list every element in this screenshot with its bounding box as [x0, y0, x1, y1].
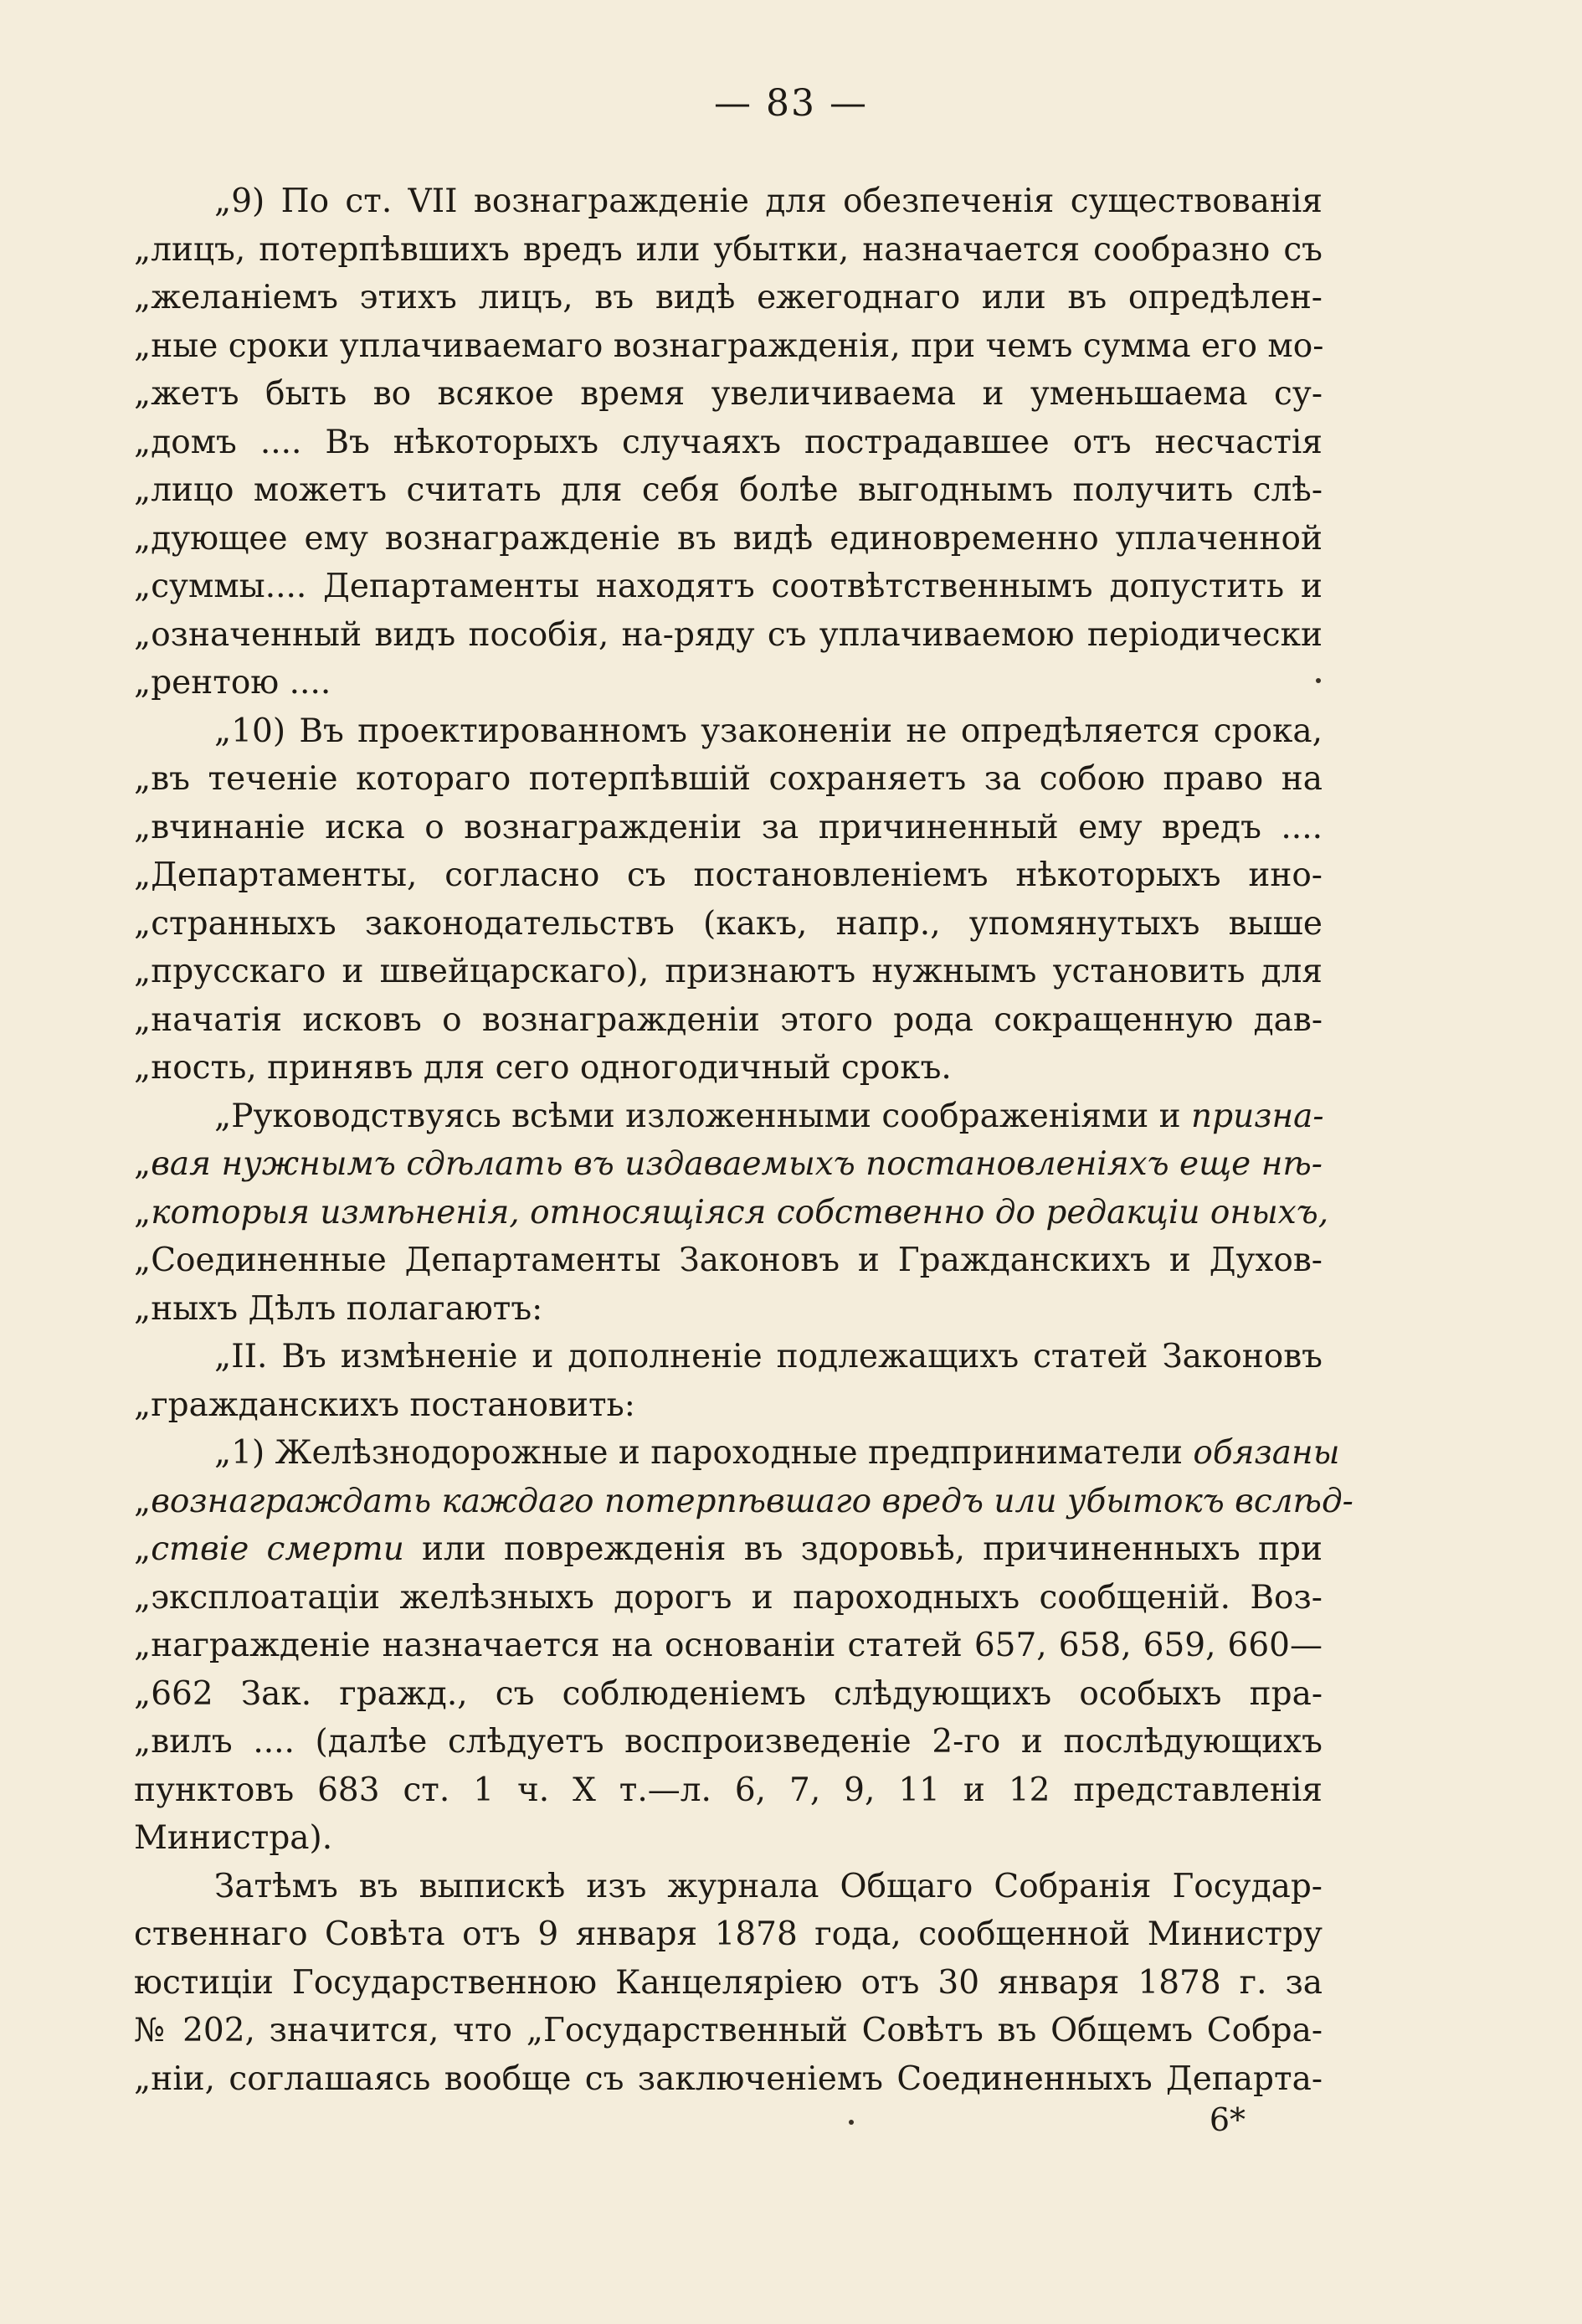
text-segment: юстиціи Государственною Канцеляріею отъ 30 января 1878 г. за [134, 1963, 1323, 2002]
text-line [134, 1525, 1323, 1574]
text-segment: „эксплоатаціи желѣзныхъ дорогъ и пароходныхъ сообщеній. Воз- [134, 1578, 1323, 1617]
text-line [134, 1814, 1323, 1863]
text-line [134, 419, 1323, 467]
text-line [134, 1910, 1323, 1959]
text-line [134, 755, 1323, 804]
text-segment: Затѣмъ въ выпискѣ изъ журнала Общаго Собранія Государ- [214, 1867, 1323, 1905]
text-segment: „вилъ .... (далѣе слѣдуетъ воспроизведеніе 2-го и послѣдующихъ [134, 1723, 1323, 1761]
text-line [134, 1478, 1353, 1526]
text-line [134, 1140, 1323, 1189]
italic-text-segment: вознаграждать каждаго потерпѣвшаго вредъ или убытокъ вслѣд- [151, 1482, 1353, 1520]
text-line [134, 1429, 1340, 1478]
text-line [134, 322, 1323, 371]
text-segment: или поврежденія въ здоровьѣ, причиненныхъ при [403, 1530, 1323, 1568]
text-line [134, 1044, 1323, 1093]
text-segment: „ [134, 1482, 152, 1520]
text-segment: „лицо можетъ считать для себя болѣе выгоднымъ получить слѣ- [134, 471, 1323, 509]
text-segment: „суммы.... Департаменты находятъ соотвѣтственнымъ допустить и [134, 568, 1323, 605]
text-segment: „лицъ, потерпѣвшихъ вредъ или убытки, назначается сообразно съ [134, 230, 1323, 269]
text-line [134, 1333, 1323, 1381]
italic-text-segment: обязаны [1193, 1434, 1340, 1472]
text-line [134, 177, 1323, 226]
text-line [134, 996, 1323, 1045]
text-segment: „ [134, 1145, 152, 1183]
text-segment: „прусскаго и швейцарскаго), признаютъ нужнымъ установить для [134, 953, 1323, 990]
body-text [134, 177, 1353, 2103]
text-line [134, 1863, 1323, 1911]
text-line [134, 1574, 1323, 1622]
text-line [134, 226, 1323, 275]
text-line [134, 563, 1323, 611]
text-segment: „гражданскихъ постановить: [134, 1386, 635, 1424]
italic-text-segment: ствіе смерти [151, 1530, 404, 1568]
text-segment: „Департаменты, согласно съ постановленіемъ нѣкоторыхъ ино- [134, 856, 1323, 894]
text-line [134, 1622, 1323, 1670]
italic-text-segment: призна- [1191, 1097, 1324, 1135]
text-segment: „странныхъ законодательствъ (какъ, напр., упомянутыхъ выше [134, 904, 1323, 943]
text-line [134, 1285, 1323, 1334]
italic-text-segment: вая нужнымъ сдѣлать въ издаваемыхъ постановленіяхъ еще нѣ- [151, 1145, 1323, 1183]
text-segment: „жетъ быть во всякое время увеличиваема и уменьшаема су- [134, 375, 1323, 413]
text-line [134, 659, 1323, 707]
text-line [134, 1670, 1323, 1719]
text-line [134, 515, 1323, 563]
text-line [134, 707, 1323, 756]
text-line [134, 900, 1323, 949]
text-segment: „ [134, 1193, 152, 1231]
text-segment: пунктовъ 683 ст. 1 ч. X т.—л. 6, 7, 9, 11 и 12 представленія [134, 1771, 1323, 1809]
text-segment: „10) Въ проектированномъ узаконеніи не опредѣляется срока, [214, 712, 1323, 750]
text-segment: „662 Зак. гражд., съ соблюденіемъ слѣдующихъ особыхъ пра- [134, 1674, 1323, 1713]
signature-mark: 6* [1209, 2101, 1246, 2138]
text-segment: Министра). [134, 1819, 333, 1857]
text-segment: № 202, значится, что „Государственный Совѣтъ въ Общемъ Собра- [134, 2012, 1323, 2049]
text-line [134, 851, 1323, 900]
text-segment: „II. Въ измѣненіе и дополненіе подлежащихъ статей Законовъ [214, 1338, 1323, 1375]
text-line [134, 1093, 1323, 1141]
text-segment: „вчинаніе иска о вознагражденіи за причиненный ему вредъ .... [134, 808, 1323, 846]
text-line [134, 1189, 1329, 1237]
text-segment: „Руководствуясь всѣми изложенными соображеніями и [214, 1097, 1192, 1135]
text-line [134, 466, 1323, 515]
text-segment: „означенный видъ пособія, на-ряду съ уплачиваемою періодически [134, 615, 1323, 654]
text-segment: „въ теченіе котораго потерпѣвшій сохраняетъ за собою право на [134, 760, 1323, 798]
text-segment: „1) Желѣзнодорожные и пароходные предприниматели [214, 1434, 1194, 1472]
text-segment: „награжденіе назначается на основаніи статей 657, 658, 659, 660— [134, 1627, 1323, 1664]
italic-text-segment: которыя измѣненія, относящіяся собственно до редакціи оныхъ, [151, 1193, 1329, 1231]
text-segment: „9) По ст. VII вознагражденіе для обезпеченія существованія [214, 183, 1323, 220]
text-line [134, 1959, 1323, 2008]
text-segment: „ныхъ Дѣлъ полагаютъ: [134, 1289, 543, 1328]
text-line [134, 1381, 1323, 1430]
text-segment: „ [134, 1530, 152, 1568]
text-segment: „ность, принявъ для сего одногодичный срокъ. [134, 1049, 952, 1087]
text-line [134, 948, 1323, 996]
text-line [134, 2055, 1323, 2104]
text-line [134, 1237, 1323, 1285]
text-line [134, 2007, 1323, 2055]
text-segment: „желаніемъ этихъ лицъ, въ видѣ ежегоднаго или въ опредѣлен- [134, 279, 1323, 316]
text-line [134, 1766, 1323, 1815]
text-segment: „домъ .... Въ нѣкоторыхъ случаяхъ пострадавшее отъ несчастія [134, 423, 1323, 461]
text-segment: „ные сроки уплачиваемаго вознагражденія, при чемъ сумма его мо- [134, 326, 1324, 365]
print-speck [1316, 678, 1321, 683]
text-segment: „дующее ему вознагражденіе въ видѣ единовременно уплаченной [134, 519, 1323, 558]
text-segment: „Соединенные Департаменты Законовъ и Гражданскихъ и Духов- [134, 1242, 1323, 1279]
text-segment: ственнаго Совѣта отъ 9 января 1878 года, сообщенной Министру [134, 1915, 1323, 1953]
text-line [134, 370, 1323, 419]
text-line [134, 611, 1323, 660]
text-line [134, 274, 1323, 322]
print-speck [849, 2120, 854, 2125]
text-segment: „рентою .... [134, 664, 331, 702]
text-line [134, 804, 1323, 852]
text-segment: „начатія исковъ о вознагражденіи этого рода сокращенную дав- [134, 1000, 1323, 1039]
page-number: — 83 — [714, 82, 868, 125]
text-segment: „ніи, соглашаясь вообще съ заключеніемъ Соединенныхъ Департа- [134, 2059, 1323, 2098]
text-line [134, 1718, 1323, 1766]
